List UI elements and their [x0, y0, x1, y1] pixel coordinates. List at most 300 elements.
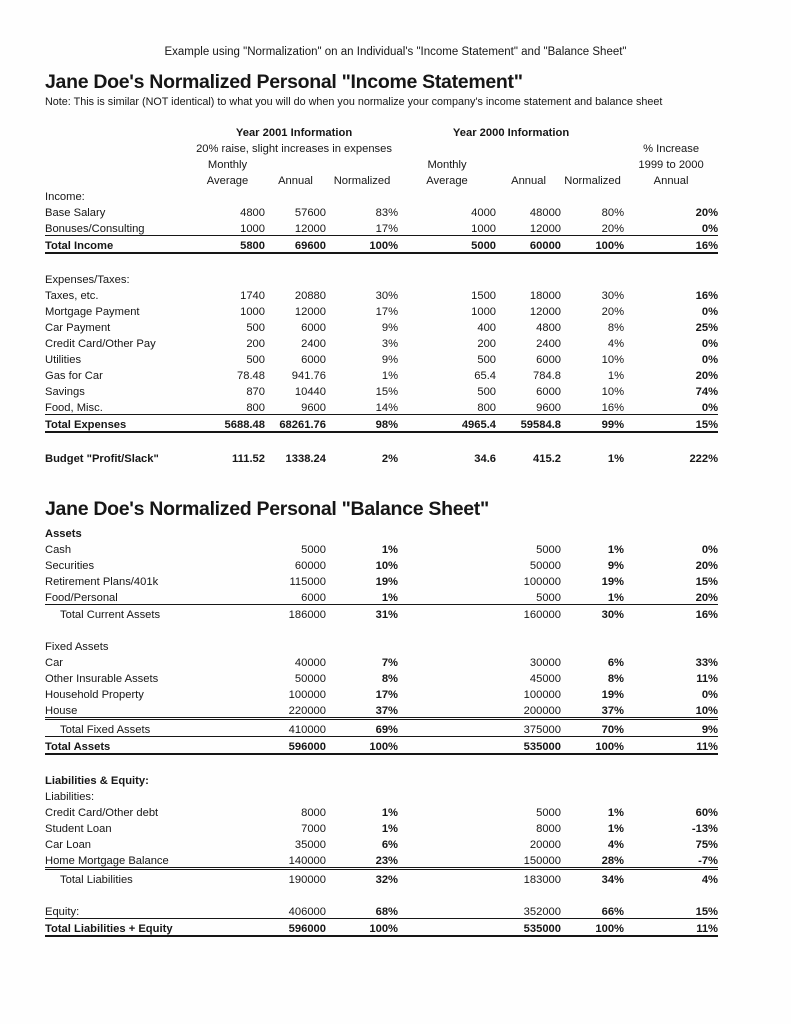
table-row: [45, 556, 718, 572]
cell-value: 6000: [536, 386, 562, 398]
cell-value: 7%: [381, 657, 398, 669]
cell-value: [190, 572, 265, 588]
cell-value: 12000: [294, 223, 326, 235]
cell-value: 6%: [607, 657, 624, 669]
cell-value: 4%: [607, 839, 624, 851]
cell-value: 183000: [496, 869, 561, 887]
cell-value: 37%: [601, 705, 624, 717]
cell-value: 400: [477, 322, 497, 334]
cell-value: [326, 621, 398, 637]
cell-value: 4965.4: [398, 415, 496, 433]
row-label: Home Mortgage Balance: [45, 855, 169, 867]
cell-value: 11%: [624, 737, 718, 755]
section-header-row: [45, 787, 718, 803]
cell-value: 1%: [381, 592, 398, 604]
cell-value: 1%: [381, 807, 398, 819]
cell-value: [398, 886, 496, 902]
cell-value: 7000: [301, 823, 326, 835]
cell-value: 20%: [695, 560, 718, 572]
table-row: [45, 669, 718, 685]
cell-value: [398, 835, 496, 851]
cell-value: 98%: [326, 415, 398, 433]
cell-value: 9%: [624, 719, 718, 737]
cell-value: 1%: [607, 544, 624, 556]
cell-value: 15%: [624, 902, 718, 919]
cell-value: 6000: [301, 322, 326, 334]
cell-value: [496, 771, 561, 787]
cell-value: 1500: [471, 290, 497, 302]
cell-value: [190, 253, 265, 270]
header-spacer: [265, 155, 326, 171]
income-table-header: [45, 123, 718, 187]
cell-value: 11%: [624, 919, 718, 937]
cell-value: 19%: [601, 689, 624, 701]
header-subnote-row: [45, 139, 718, 155]
cell-value: [398, 754, 496, 771]
cell-value: [190, 771, 265, 787]
cell-value: [190, 669, 265, 685]
cell-value: [561, 886, 624, 902]
cell-value: [398, 869, 496, 887]
cell-value: 500: [477, 354, 497, 366]
cell-value: 160000: [496, 605, 561, 622]
cell-value: [561, 771, 624, 787]
row-label: Total Liabilities: [45, 869, 190, 887]
cell-value: [398, 270, 496, 286]
table-row: [45, 286, 718, 302]
cell-value: [265, 621, 326, 637]
cell-value: 57600: [294, 207, 326, 219]
cell-value: 100%: [561, 737, 624, 755]
cell-value: 19%: [375, 576, 398, 588]
cell-value: 5000: [301, 544, 326, 556]
cell-value: 19%: [601, 576, 624, 588]
cell-value: 9600: [536, 402, 562, 414]
row-label: Other Insurable Assets: [45, 673, 159, 685]
cell-value: [496, 270, 561, 286]
col-header-annual-2000: Annual: [511, 175, 546, 187]
cell-value: 45000: [529, 673, 561, 685]
income-statement-title: Jane Doe's Normalized Personal "Income Statement": [45, 71, 523, 93]
header-spacer: [561, 155, 624, 171]
cell-value: [561, 432, 624, 449]
cell-value: 50000: [294, 673, 326, 685]
cell-value: 222%: [689, 453, 719, 465]
cell-value: 100%: [326, 737, 398, 755]
monthly-header-2000: Monthly: [427, 159, 467, 171]
table-row: [45, 382, 718, 398]
cell-value: [190, 835, 265, 851]
cell-value: [496, 432, 561, 449]
subtotal-row: [45, 869, 718, 887]
cell-value: 500: [477, 386, 497, 398]
cell-value: [496, 621, 561, 637]
row-label: Equity:: [45, 902, 190, 919]
cell-value: 2400: [536, 338, 562, 350]
cell-value: 28%: [601, 855, 624, 867]
cell-value: 23%: [375, 855, 398, 867]
cell-value: 10%: [601, 386, 625, 398]
cell-value: [190, 719, 265, 737]
cell-value: [624, 432, 718, 449]
cell-value: 18000: [529, 290, 562, 302]
cell-value: 78.48: [237, 370, 265, 382]
cell-value: -13%: [691, 823, 718, 835]
cell-value: [190, 432, 265, 449]
cell-value: [326, 637, 398, 653]
cell-value: [561, 621, 624, 637]
cell-value: [624, 754, 718, 771]
cell-value: [190, 919, 265, 937]
table-row: [45, 540, 718, 556]
cell-value: [190, 524, 265, 540]
cell-value: 20880: [294, 290, 326, 302]
cell-value: [265, 253, 326, 270]
cell-value: [624, 771, 718, 787]
row-label: Liabilities & Equity:: [45, 775, 149, 787]
cell-value: 34.6: [474, 453, 497, 465]
cell-value: 784.8: [533, 370, 562, 382]
cell-value: 99%: [561, 415, 624, 433]
cell-value: 16%: [624, 605, 718, 622]
cell-value: 596000: [265, 919, 326, 937]
row-label: Gas for Car: [45, 370, 103, 382]
cell-value: [190, 886, 265, 902]
cell-value: 60%: [695, 807, 718, 819]
cell-value: 20000: [529, 839, 561, 851]
row-label: House: [45, 705, 78, 717]
cell-value: 200000: [523, 705, 561, 717]
cell-value: [190, 605, 265, 622]
cell-value: 500: [246, 354, 265, 366]
cell-value: 9600: [301, 402, 326, 414]
cell-value: [624, 787, 718, 803]
subtotal-row: [45, 605, 718, 622]
cell-value: [496, 524, 561, 540]
cell-value: 33%: [695, 657, 718, 669]
cell-value: 15%: [624, 415, 718, 433]
cell-value: 74%: [695, 386, 719, 398]
cell-value: 186000: [265, 605, 326, 622]
cell-value: 10440: [294, 386, 326, 398]
cell-value: 6%: [381, 839, 398, 851]
doc-content: [0, 71, 791, 937]
table-row: [45, 653, 718, 669]
cell-value: [326, 253, 398, 270]
cell-value: [398, 572, 496, 588]
cell-value: [190, 270, 265, 286]
balance-sheet-body: [45, 524, 718, 936]
cell-value: 1%: [607, 453, 625, 465]
cell-value: 32%: [326, 869, 398, 887]
cell-value: 410000: [265, 719, 326, 737]
table-row: [45, 851, 718, 869]
year-2000-group-header: Year 2000 Information: [452, 127, 570, 139]
cell-value: 17%: [375, 689, 398, 701]
cell-value: 70%: [561, 719, 624, 737]
cell-value: 9%: [381, 322, 399, 334]
table-row: [45, 302, 718, 318]
row-label: Car Payment: [45, 322, 111, 334]
cell-value: 1%: [607, 807, 624, 819]
cell-value: 16%: [624, 236, 718, 254]
row-label: Credit Card/Other Pay: [45, 338, 156, 350]
cell-value: 1000: [471, 306, 497, 318]
cell-value: 16%: [601, 402, 625, 414]
cell-value: 500: [246, 322, 265, 334]
cell-value: 9%: [607, 560, 624, 572]
cell-value: [398, 719, 496, 737]
cell-value: 9%: [381, 354, 399, 366]
year-2001-subnote: 20% raise, slight increases in expenses: [196, 143, 392, 155]
row-label: Retirement Plans/401k: [45, 576, 159, 588]
pct-increase-header: % Increase: [643, 143, 700, 155]
cell-value: [190, 685, 265, 701]
section-header-row: [45, 187, 718, 203]
header-monthly-row: [45, 155, 718, 171]
row-label: [45, 253, 190, 270]
cell-value: [326, 524, 398, 540]
cell-value: 941.76: [291, 370, 326, 382]
cell-value: [398, 540, 496, 556]
cell-value: 4000: [471, 207, 497, 219]
cell-value: 100000: [523, 576, 561, 588]
cell-value: [398, 701, 496, 719]
cell-value: 8000: [301, 807, 326, 819]
row-label: Total Expenses: [45, 415, 190, 433]
row-label: Total Current Assets: [45, 605, 190, 622]
row-label: Mortgage Payment: [45, 306, 140, 318]
row-label: Assets: [45, 528, 82, 540]
cell-value: [624, 621, 718, 637]
cell-value: [326, 187, 398, 203]
cell-value: 1%: [607, 592, 624, 604]
cell-value: 80%: [601, 207, 625, 219]
cell-value: 150000: [523, 855, 561, 867]
header-spacer: [45, 155, 190, 171]
cell-value: [326, 754, 398, 771]
table-row: [45, 350, 718, 366]
cell-value: 15%: [375, 386, 399, 398]
cell-value: 535000: [496, 737, 561, 755]
row-label: Credit Card/Other debt: [45, 807, 159, 819]
cell-value: 415.2: [533, 453, 562, 465]
cell-value: [190, 819, 265, 835]
cell-value: 50000: [529, 560, 561, 572]
row-label: Liabilities:: [45, 791, 95, 803]
cell-value: 16%: [695, 290, 719, 302]
section-header-row: [45, 270, 718, 286]
cell-value: [190, 621, 265, 637]
cell-value: -7%: [698, 855, 718, 867]
cell-value: [398, 621, 496, 637]
spacer-row: [45, 253, 718, 270]
cell-value: [398, 187, 496, 203]
cell-value: 11%: [696, 673, 718, 685]
cell-value: 1%: [381, 544, 398, 556]
section-header-row: [45, 524, 718, 540]
row-label: Student Loan: [45, 823, 112, 835]
table-row: [45, 819, 718, 835]
row-label: Total Assets: [45, 737, 190, 755]
cell-value: [265, 886, 326, 902]
table-row: [45, 902, 718, 919]
cell-value: 800: [246, 402, 265, 414]
cell-value: 100000: [288, 689, 326, 701]
table-row: [45, 588, 718, 605]
cell-value: 68%: [326, 902, 398, 919]
cell-value: [190, 588, 265, 605]
cell-value: 35000: [294, 839, 326, 851]
cell-value: [624, 524, 718, 540]
cell-value: [496, 886, 561, 902]
cell-value: 352000: [496, 902, 561, 919]
table-row: [45, 318, 718, 334]
income-statement-table: [45, 123, 718, 465]
row-label: Household Property: [45, 689, 144, 701]
cell-value: [624, 253, 718, 270]
cell-value: 5000: [536, 544, 561, 556]
cell-value: 34%: [561, 869, 624, 887]
header-spacer: [624, 123, 718, 139]
cell-value: 20%: [601, 306, 625, 318]
spacer-row: [45, 621, 718, 637]
cell-value: 15%: [695, 576, 718, 588]
table-row: [45, 803, 718, 819]
doc-caption: Example using "Normalization" on an Individual's "Income Statement" and "Balance Sheet": [164, 46, 627, 58]
row-label: Car: [45, 657, 64, 669]
subtotal-row: [45, 719, 718, 737]
cell-value: 406000: [265, 902, 326, 919]
cell-value: [561, 187, 624, 203]
cell-value: 40000: [294, 657, 326, 669]
cell-value: [496, 187, 561, 203]
total-row: [45, 737, 718, 755]
pct-increase-range-header: 1999 to 2000: [638, 159, 704, 171]
cell-value: 0%: [701, 402, 719, 414]
cell-value: 6000: [301, 354, 326, 366]
cell-value: 1%: [607, 823, 624, 835]
cell-value: 69%: [326, 719, 398, 737]
row-label: Utilities: [45, 354, 82, 366]
cell-value: 140000: [288, 855, 326, 867]
cell-value: 4%: [607, 338, 625, 350]
cell-value: 6000: [301, 592, 326, 604]
cell-value: 30%: [601, 290, 625, 302]
cell-value: 5000: [536, 807, 561, 819]
cell-value: 68261.76: [265, 415, 326, 433]
cell-value: [561, 754, 624, 771]
col-header-annual-2001: Annual: [278, 175, 313, 187]
cell-value: 69600: [265, 236, 326, 254]
cell-value: 100%: [326, 236, 398, 254]
cell-value: 0%: [701, 338, 719, 350]
cell-value: [190, 187, 265, 203]
cell-value: [190, 637, 265, 653]
cell-value: 5800: [190, 236, 265, 254]
cell-value: [190, 902, 265, 919]
cell-value: 200: [477, 338, 497, 350]
cell-value: 870: [246, 386, 265, 398]
row-label: Car Loan: [45, 839, 92, 851]
cell-value: [190, 787, 265, 803]
cell-value: 12000: [294, 306, 326, 318]
cell-value: 30%: [375, 290, 399, 302]
cell-value: 190000: [265, 869, 326, 887]
row-label: Food, Misc.: [45, 402, 103, 414]
spacer-row: [45, 754, 718, 771]
cell-value: 1338.24: [285, 453, 326, 465]
cell-value: [190, 851, 265, 869]
row-label: Taxes, etc.: [45, 290, 99, 302]
cell-value: 10%: [695, 705, 718, 717]
header-spacer: [398, 139, 624, 155]
cell-value: [326, 787, 398, 803]
cell-value: 25%: [695, 322, 719, 334]
cell-value: 115000: [289, 576, 326, 588]
total-row: [45, 919, 718, 937]
cell-value: [398, 605, 496, 622]
section-header-row: [45, 771, 718, 787]
table-row: [45, 835, 718, 851]
cell-value: 100%: [561, 236, 624, 254]
cell-value: 5000: [398, 236, 496, 254]
cell-value: [561, 270, 624, 286]
cell-value: 1%: [381, 823, 398, 835]
row-label: Base Salary: [45, 207, 106, 219]
cell-value: [326, 432, 398, 449]
cell-value: 100%: [561, 919, 624, 937]
cell-value: 5688.48: [190, 415, 265, 433]
row-label: [45, 886, 190, 902]
cell-value: [496, 637, 561, 653]
cell-value: 20%: [601, 223, 625, 235]
table-row: [45, 398, 718, 415]
row-label: Total Income: [45, 236, 190, 254]
year-2001-group-header: Year 2001 Information: [235, 127, 353, 139]
table-row: [45, 685, 718, 701]
total-row: [45, 236, 718, 254]
cell-value: 220000: [288, 705, 326, 717]
row-label: Cash: [45, 544, 72, 556]
cell-value: [265, 754, 326, 771]
cell-value: 4800: [240, 207, 265, 219]
cell-value: 31%: [326, 605, 398, 622]
cell-value: 20%: [695, 207, 719, 219]
cell-value: 12000: [529, 306, 562, 318]
cell-value: 75%: [695, 839, 718, 851]
cell-value: 10%: [601, 354, 625, 366]
cell-value: 17%: [375, 306, 399, 318]
cell-value: 100%: [326, 919, 398, 937]
cell-value: 1740: [240, 290, 265, 302]
cell-value: 0%: [701, 354, 719, 366]
cell-value: 66%: [561, 902, 624, 919]
cell-value: 30000: [529, 657, 561, 669]
table-row: [45, 572, 718, 588]
cell-value: 83%: [375, 207, 399, 219]
row-label: [45, 621, 190, 637]
cell-value: 200: [246, 338, 265, 350]
cell-value: 59584.8: [496, 415, 561, 433]
row-label: Budget "Profit/Slack": [45, 453, 159, 465]
cell-value: [265, 270, 326, 286]
row-label: Income:: [45, 191, 85, 203]
cell-value: 0%: [701, 544, 718, 556]
cell-value: 30%: [561, 605, 624, 622]
header-spacer: [45, 171, 190, 187]
cell-value: [398, 787, 496, 803]
